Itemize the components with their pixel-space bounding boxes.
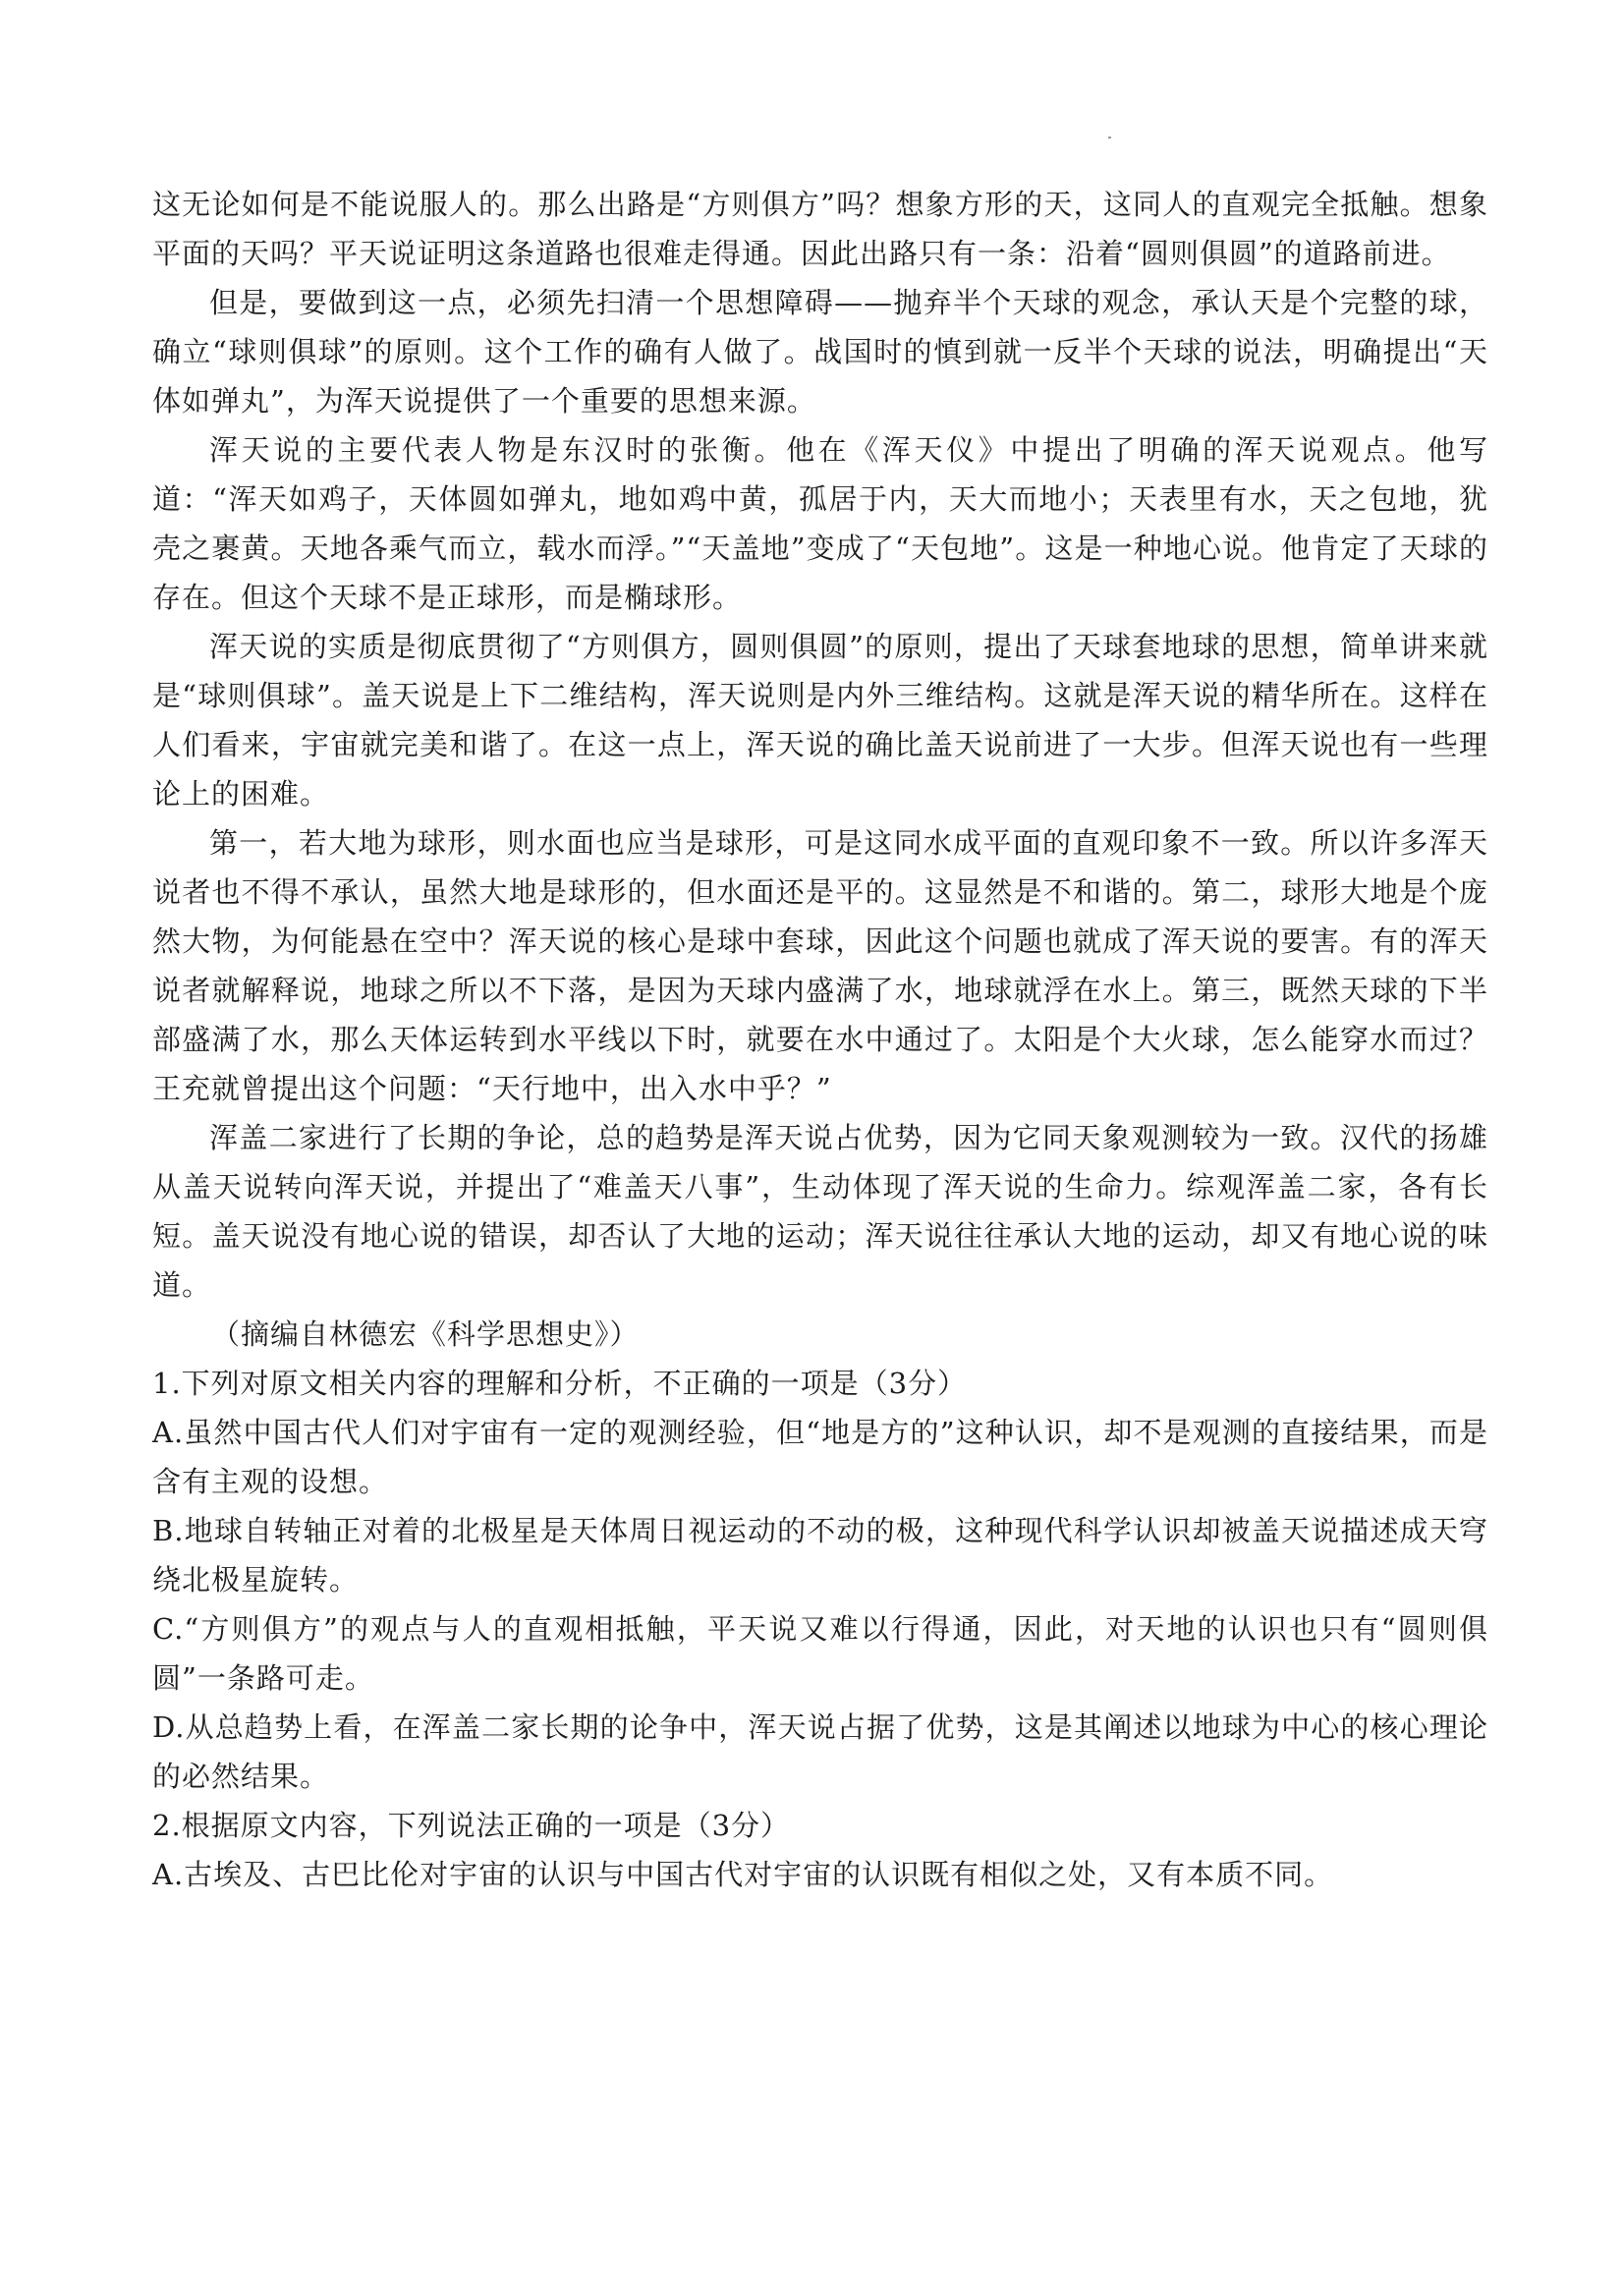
question-1-stem: 1.下列对原文相关内容的理解和分析，不正确的一项是（3分） (152, 1367, 968, 1400)
passage-paragraph-continued: 这无论如何是不能说服人的。那么出路是“方则俱方”吗？想象方形的天，这同人的直观完全抵触。想象平面的天吗？平天说证明这条道路也很难走得通。因此出路只有一条：沿着“圆则俱圆”的道路前进。 (152, 188, 1488, 270)
question-1-option-a: A.虽然中国古代人们对宇宙有一定的观测经验，但“地是方的”这种认识，却不是观测的直接结果，而是含有主观的设想。 (152, 1416, 1488, 1498)
passage-paragraph: 浑天说的主要代表人物是东汉时的张衡。他在《浑天仪》中提出了明确的浑天说观点。他写道：“浑天如鸡子，天体圆如弹丸，地如鸡中黄，孤居于内，天大而地小；天表里有水，天之包地，犹壳之裹黄。天地各乘气而立，载水而浮。”“天盖地”变成了“天包地”。这是一种地心说。他肯定了天球的存在。但这个天球不是正球形，而是椭球形。 (152, 433, 1488, 614)
question-1-option-b: B.地球自转轴正对着的北极星是天体周日视运动的不动的极，这种现代科学认识却被盖天说描述成天穹绕北极星旋转。 (152, 1514, 1488, 1596)
question-1-option-d: D.从总趋势上看，在浑盖二家长期的论争中，浑天说占据了优势，这是其阐述以地球为中心的核心理论的必然结果。 (152, 1710, 1488, 1793)
question-2-stem: 2.根据原文内容，下列说法正确的一项是（3分） (152, 1809, 791, 1842)
passage-source-citation: （摘编自林德宏《科学思想史》） (211, 1317, 640, 1351)
page-content (152, 180, 1488, 1899)
passage-paragraph: 第一，若大地为球形，则水面也应当是球形，可是这同水成平面的直观印象不一致。所以许多浑天说者也不得不承认，虽然大地是球形的，但水面还是平的。这显然是不和谐的。第二，球形大地是个庞然大物，为何能悬在空中？浑天说的核心是球中套球，因此这个问题也就成了浑天说的要害。有的浑天说者就解释说，地球之所以不下落，是因为天球内盛满了水，地球就浮在水上。第三，既然天球的下半部盛满了水，那么天体运转到水平线以下时，就要在水中通过了。太阳是个大火球，怎么能穿水而过？王充就曾提出这个问题：“天行地中，出入水中乎？” (152, 826, 1488, 1105)
question-2-option-a: A.古埃及、古巴比伦对宇宙的认识与中国古代对宇宙的认识既有相似之处，又有本质不同。 (152, 1858, 1334, 1891)
scan-speck (1108, 137, 1111, 139)
question-1-option-c: C.“方则俱方”的观点与人的直观相抵触，平天说又难以行得通，因此，对天地的认识也只有“圆则俱圆”一条路可走。 (152, 1612, 1488, 1695)
passage-paragraph: 但是，要做到这一点，必须先扫清一个思想障碍——抛弃半个天球的观念，承认天是个完整的球，确立“球则俱球”的原则。这个工作的确有人做了。战国时的慎到就一反半个天球的说法，明确提出“天体如弹丸”，为浑天说提供了一个重要的思想来源。 (152, 286, 1488, 418)
passage-paragraph: 浑天说的实质是彻底贯彻了“方则俱方，圆则俱圆”的原则，提出了天球套地球的思想，简单讲来就是“球则俱球”。盖天说是上下二维结构，浑天说则是内外三维结构。这就是浑天说的精华所在。这样在人们看来，宇宙就完美和谐了。在这一点上，浑天说的确比盖天说前进了一大步。但浑天说也有一些理论上的困难。 (152, 630, 1488, 811)
passage-paragraph: 浑盖二家进行了长期的争论，总的趋势是浑天说占优势，因为它同天象观测较为一致。汉代的扬雄从盖天说转向浑天说，并提出了“难盖天八事”，生动体现了浑天说的生命力。综观浑盖二家，各有长短。盖天说没有地心说的错误，却否认了大地的运动；浑天说往往承认大地的运动，却又有地心说的味道。 (152, 1121, 1488, 1302)
